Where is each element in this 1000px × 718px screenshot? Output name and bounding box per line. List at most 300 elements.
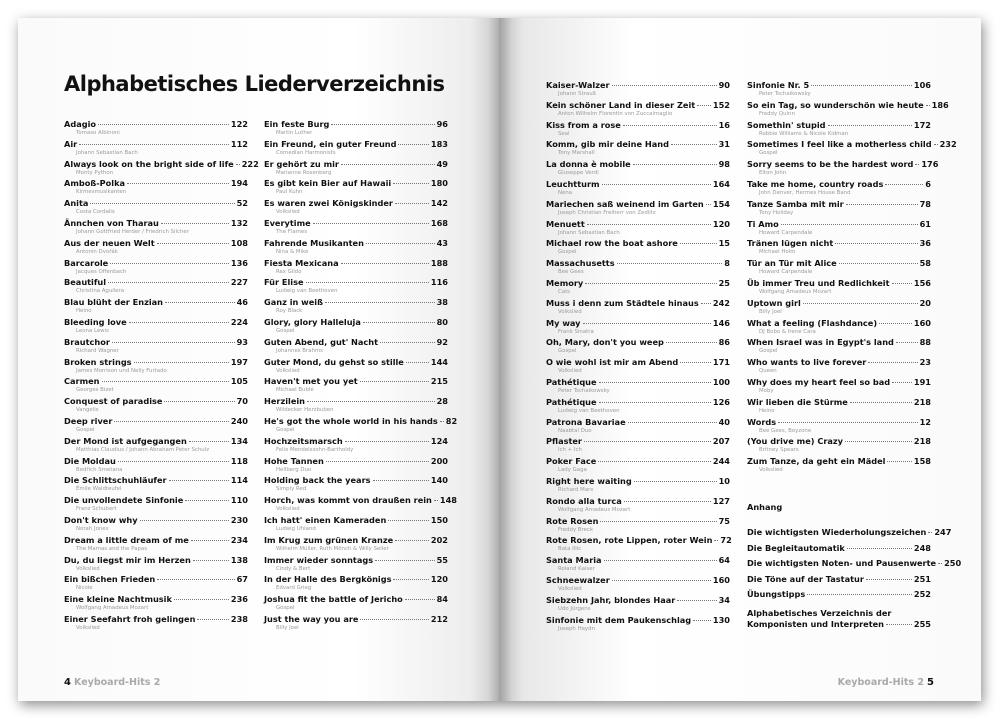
song-title: Why does my heart feel so bad xyxy=(747,376,891,387)
index-entry[interactable] xyxy=(264,614,448,634)
song-title: Kein schöner Land in dieser Zeit xyxy=(546,99,696,110)
index-entry[interactable] xyxy=(264,555,448,575)
page-number: 120 xyxy=(430,574,448,585)
leader-dots xyxy=(845,441,912,442)
song-title: Oh, Mary, don't you weep xyxy=(546,337,664,348)
artist-name: Richard Marx xyxy=(558,486,594,493)
song-title: Who wants to live forever xyxy=(747,357,867,368)
artist-name: Freddy Quinn xyxy=(759,110,795,117)
index-entry[interactable] xyxy=(546,179,730,199)
artist-name: Antonín Dvořák xyxy=(76,248,118,255)
appendix-item-page: 248 xyxy=(913,542,931,553)
index-column-2 xyxy=(264,119,458,634)
index-entry[interactable] xyxy=(264,515,448,535)
index-entry[interactable] xyxy=(264,535,448,555)
entry-line xyxy=(546,139,730,150)
artist-name: Gospel xyxy=(759,150,778,157)
leader-dots xyxy=(110,263,229,264)
artist-name: Leona Lewis xyxy=(76,327,109,334)
page-number: 52 xyxy=(236,198,248,209)
artist-name: Heino xyxy=(759,407,775,414)
entry-line xyxy=(747,80,931,91)
left-footer xyxy=(64,677,160,688)
index-entry[interactable] xyxy=(264,415,458,436)
song-title: Adagio xyxy=(64,119,97,129)
leader-dots xyxy=(926,105,930,106)
index-entry[interactable] xyxy=(747,219,931,239)
page-number: 61 xyxy=(919,218,931,229)
index-entry[interactable] xyxy=(546,159,730,179)
page-number: 4 xyxy=(64,677,71,688)
song-title: Mariechen saß weinend im Garten xyxy=(546,198,704,209)
page-title: Alphabetisches Liederverzeichnis xyxy=(64,72,445,96)
entry-line xyxy=(64,574,248,585)
index-entry[interactable] xyxy=(64,594,248,614)
index-entry[interactable] xyxy=(64,317,248,337)
song-title: Hochzeitsmarsch xyxy=(264,435,343,446)
entry-line xyxy=(546,377,730,388)
leader-dots xyxy=(164,401,234,402)
leader-dots xyxy=(623,125,717,126)
page-number: 8 xyxy=(724,258,730,269)
entry-line xyxy=(747,159,939,170)
artist-name: Paul Kuhn xyxy=(276,189,303,196)
entry-line xyxy=(546,238,730,249)
index-entry[interactable] xyxy=(747,298,931,318)
artist-name: Franz Schubert xyxy=(76,506,117,513)
leader-dots xyxy=(189,441,229,442)
artist-name: Billy Joel xyxy=(759,308,782,315)
page-number: 171 xyxy=(712,357,730,368)
page-number: 31 xyxy=(718,139,730,150)
index-entry[interactable] xyxy=(747,139,957,159)
page-number: 84 xyxy=(436,594,448,605)
index-entry[interactable] xyxy=(747,238,931,258)
index-entry[interactable] xyxy=(264,119,448,139)
artist-name: Gospel xyxy=(759,348,778,355)
index-entry[interactable] xyxy=(747,278,931,298)
artist-name: Tony Holiday xyxy=(759,209,794,216)
entry-line xyxy=(264,456,448,467)
song-title: Horch, was kommt von draußen rein xyxy=(264,495,432,506)
index-entry[interactable] xyxy=(64,357,248,377)
index-entry[interactable] xyxy=(64,139,248,159)
index-entry[interactable] xyxy=(546,318,730,338)
appendix-item-page: 251 xyxy=(913,573,931,584)
index-entry[interactable] xyxy=(64,158,259,179)
appendix-item[interactable] xyxy=(747,543,931,559)
index-entry[interactable] xyxy=(546,397,730,417)
index-entry[interactable] xyxy=(546,337,730,357)
index-entry[interactable] xyxy=(64,218,248,238)
artist-name: Costa Cordalis xyxy=(76,209,115,216)
song-title: Kiss from a rose xyxy=(546,119,621,130)
song-title: Sorry seems to be the hardest word xyxy=(747,159,914,170)
entry-line xyxy=(546,595,730,606)
song-title: Ich hatt' einen Kameraden xyxy=(264,514,387,525)
appendix-item[interactable] xyxy=(747,574,931,590)
page-number: 110 xyxy=(230,495,248,506)
index-entry[interactable] xyxy=(747,357,931,377)
leader-dots xyxy=(331,124,434,125)
artist-name: Frank Sinatra xyxy=(558,328,594,335)
song-title: Immer wieder sonntags xyxy=(264,554,374,565)
leader-dots xyxy=(98,124,229,125)
index-entry[interactable] xyxy=(546,199,730,219)
entry-line xyxy=(546,436,730,447)
artist-name: Tony Marshall xyxy=(558,150,595,157)
leader-dots xyxy=(345,441,429,442)
page-number: 82 xyxy=(445,415,458,426)
song-title: Ännchen von Tharau xyxy=(64,217,159,228)
leader-dots xyxy=(677,600,716,601)
index-entry[interactable] xyxy=(546,555,730,575)
index-entry[interactable] xyxy=(64,396,248,416)
index-entry[interactable] xyxy=(546,496,730,516)
leader-dots xyxy=(701,303,711,304)
song-title: Joshua fit the battle of Jericho xyxy=(264,594,403,605)
artist-name: Giuseppe Verdi xyxy=(558,170,599,177)
index-entry[interactable] xyxy=(264,574,448,594)
index-entry[interactable] xyxy=(64,475,248,495)
page-number: 215 xyxy=(430,376,448,387)
index-entry[interactable] xyxy=(264,178,448,198)
song-title: Ein bißchen Frieden xyxy=(64,574,156,585)
index-entry[interactable] xyxy=(546,357,730,377)
leader-dots xyxy=(307,401,435,402)
song-title: Eine kleine Nachtmusik xyxy=(64,594,172,605)
leader-dots xyxy=(79,144,229,145)
index-entry[interactable] xyxy=(747,318,931,338)
index-entry[interactable] xyxy=(264,238,448,258)
leader-dots xyxy=(778,422,917,423)
index-entry[interactable] xyxy=(747,456,931,476)
page-number: 36 xyxy=(919,238,931,249)
index-entry[interactable] xyxy=(264,317,448,337)
leader-dots xyxy=(169,480,229,481)
entry-line xyxy=(264,238,448,249)
index-entry[interactable] xyxy=(546,615,730,635)
entry-line xyxy=(546,179,730,190)
song-title: My way xyxy=(546,317,581,328)
index-entry[interactable] xyxy=(747,417,931,437)
artist-name: Bee Gees, Boyzone xyxy=(759,427,812,434)
artist-name: Michael Holm xyxy=(759,249,796,256)
entry-line xyxy=(546,278,730,289)
entry-line xyxy=(264,178,448,189)
entry-line xyxy=(546,496,730,507)
entry-line xyxy=(64,238,248,249)
entry-line xyxy=(546,100,730,111)
index-entry[interactable] xyxy=(546,417,730,437)
leader-dots xyxy=(393,183,429,184)
artist-name: Gospel xyxy=(276,426,295,433)
page-number: 23 xyxy=(919,357,931,368)
artist-name: Wolfgang Amadeus Mozart xyxy=(76,605,149,612)
index-entry[interactable] xyxy=(747,179,931,199)
entry-line xyxy=(64,258,248,269)
index-entry[interactable] xyxy=(747,159,939,179)
leader-dots xyxy=(134,362,229,363)
index-entry[interactable] xyxy=(747,397,931,417)
index-entry[interactable] xyxy=(264,396,448,416)
artist-name: Volkslied xyxy=(558,308,582,315)
song-title: Massachusetts xyxy=(546,258,615,269)
song-title: Üb immer Treu und Redlichkeit xyxy=(747,277,890,288)
page-number: 67 xyxy=(236,574,248,585)
entry-line xyxy=(264,495,457,506)
index-entry[interactable] xyxy=(747,99,949,120)
index-entry[interactable] xyxy=(264,376,448,396)
index-entry[interactable] xyxy=(546,516,730,536)
song-title: Deep river xyxy=(64,415,113,426)
page-number: 130 xyxy=(712,614,730,625)
index-entry[interactable] xyxy=(747,80,931,100)
page-number: 25 xyxy=(718,277,730,288)
leader-dots xyxy=(803,303,918,304)
entry-line xyxy=(546,357,730,368)
artist-name: Hellberg Duo xyxy=(276,466,312,473)
leader-dots xyxy=(341,164,435,165)
index-entry[interactable] xyxy=(546,476,730,496)
appendix-item-title: Die wichtigsten Noten- und Pausenwerte xyxy=(747,558,937,569)
index-entry[interactable] xyxy=(64,297,248,317)
artist-name: Georges Bizet xyxy=(76,387,114,394)
index-entry[interactable] xyxy=(546,298,730,318)
song-title: Hohe Tannen xyxy=(264,455,324,466)
entry-line xyxy=(264,436,448,447)
index-entry[interactable] xyxy=(264,594,448,614)
index-entry[interactable] xyxy=(546,436,730,456)
page-number: 100 xyxy=(712,376,730,387)
page-number: 72 xyxy=(720,535,732,546)
entry-line xyxy=(546,120,730,131)
entry-line xyxy=(546,575,730,586)
entry-line xyxy=(64,555,248,566)
entry-line xyxy=(264,198,448,209)
leader-dots xyxy=(388,520,429,521)
index-entry[interactable] xyxy=(747,337,931,357)
index-entry[interactable] xyxy=(264,258,448,278)
book-spread xyxy=(18,18,981,701)
leader-dots xyxy=(604,560,717,561)
index-entry[interactable] xyxy=(546,575,730,595)
song-title: Sinfonie Nr. 5 xyxy=(747,80,810,90)
page-number: 191 xyxy=(913,376,931,387)
song-title: Fahrende Musikanten xyxy=(264,237,364,248)
leader-dots xyxy=(938,563,942,564)
entry-line xyxy=(264,159,448,170)
index-entry[interactable] xyxy=(264,139,448,159)
song-title: What a feeling (Flashdance) xyxy=(747,317,878,328)
index-entry[interactable] xyxy=(264,159,448,179)
song-title: Beautiful xyxy=(64,277,107,288)
leader-dots xyxy=(326,461,429,462)
entry-line xyxy=(747,318,931,329)
page-number: 127 xyxy=(712,495,730,506)
song-title: Haven't met you yet xyxy=(264,376,358,387)
page-number: 136 xyxy=(230,257,248,268)
song-title: Ein feste Burg xyxy=(264,119,330,129)
index-entry[interactable] xyxy=(64,376,248,396)
song-title: Just the way you are xyxy=(264,613,359,624)
entry-line xyxy=(747,436,931,447)
index-entry[interactable] xyxy=(546,80,730,100)
song-title: Wir lieben die Stürme xyxy=(747,396,848,407)
page-number: 105 xyxy=(230,376,248,387)
leader-dots xyxy=(587,224,711,225)
leader-dots xyxy=(313,223,429,224)
index-entry[interactable] xyxy=(546,100,730,120)
page-number: 6 xyxy=(925,178,931,189)
appendix-item[interactable] xyxy=(747,558,962,574)
index-entry[interactable] xyxy=(546,139,730,159)
appendix-item[interactable] xyxy=(747,527,952,543)
index-entry[interactable] xyxy=(546,238,730,258)
page-number: 108 xyxy=(230,237,248,248)
page-number: 158 xyxy=(913,456,931,467)
leader-dots xyxy=(174,599,229,600)
index-entry[interactable] xyxy=(264,277,448,297)
index-entry[interactable] xyxy=(747,199,931,219)
index-entry[interactable] xyxy=(64,555,248,575)
song-title: Patrona Bavariae xyxy=(546,416,626,427)
book-name: Keyboard-Hits 2 xyxy=(74,677,161,688)
leader-dots xyxy=(395,540,429,541)
index-entry[interactable] xyxy=(747,120,931,140)
index-entry[interactable] xyxy=(264,475,448,495)
entry-line xyxy=(264,555,448,566)
index-entry[interactable] xyxy=(264,198,448,218)
song-title: Sinfonie mit dem Paukenschlag xyxy=(546,614,692,625)
leader-dots xyxy=(90,203,234,204)
artist-name: Johann Strauß xyxy=(558,91,597,97)
artist-name: Norah Jones xyxy=(76,525,109,532)
index-entry[interactable] xyxy=(747,377,931,397)
artist-name: Volkslied xyxy=(759,467,783,474)
entry-line xyxy=(264,218,448,229)
leader-dots xyxy=(598,461,711,462)
page-number: 58 xyxy=(919,258,931,269)
index-entry[interactable] xyxy=(64,416,248,436)
page-number: 124 xyxy=(430,435,448,446)
leader-dots xyxy=(127,183,229,184)
artist-name: Joseph Christian Freiherr von Zedlitz xyxy=(558,209,656,216)
appendix-item[interactable] xyxy=(747,589,931,605)
leader-dots xyxy=(583,323,711,324)
index-entry[interactable] xyxy=(747,436,931,456)
leader-dots xyxy=(380,342,435,343)
page-number: 218 xyxy=(913,436,931,447)
artist-name: Billy Joel xyxy=(276,624,299,631)
index-entry[interactable] xyxy=(64,258,248,278)
index-entry[interactable] xyxy=(264,297,448,317)
page-number: 55 xyxy=(436,554,448,565)
leader-dots xyxy=(599,382,711,383)
entry-line xyxy=(264,119,448,130)
index-entry[interactable] xyxy=(64,495,248,515)
page-number: 34 xyxy=(718,594,730,605)
page-number: 49 xyxy=(436,158,448,169)
entry-line xyxy=(64,376,248,387)
index-entry[interactable] xyxy=(546,377,730,397)
leader-dots xyxy=(807,594,912,595)
index-entry[interactable] xyxy=(64,238,248,258)
entry-line xyxy=(546,258,730,269)
index-entry[interactable] xyxy=(64,515,248,535)
index-entry[interactable] xyxy=(64,436,248,456)
leader-dots xyxy=(835,243,917,244)
leader-dots xyxy=(118,461,229,462)
song-title: Pflaster xyxy=(546,436,582,447)
artist-name: Volkslied xyxy=(276,506,300,513)
index-entry[interactable] xyxy=(264,495,457,515)
page-number: 218 xyxy=(913,396,931,407)
page-number: 154 xyxy=(712,198,730,209)
index-entry[interactable] xyxy=(64,198,248,218)
index-entry[interactable] xyxy=(264,218,448,238)
page-number: 120 xyxy=(712,218,730,229)
artist-name: Howard Carpendale xyxy=(759,269,813,276)
page-number: 148 xyxy=(439,495,457,506)
leader-dots xyxy=(839,263,918,264)
appendix-item-title: Die Begleitautomatik xyxy=(747,542,845,553)
leader-dots xyxy=(373,480,429,481)
index-entry[interactable] xyxy=(546,120,730,140)
artist-name: Robbie Williams & Nicole Kidman xyxy=(759,130,849,137)
index-entry[interactable] xyxy=(264,337,448,357)
page-number: 134 xyxy=(230,435,248,446)
page-number: 194 xyxy=(230,178,248,189)
index-entry[interactable] xyxy=(747,258,931,278)
artist-name: Nina & Mike xyxy=(276,248,309,255)
leader-dots xyxy=(887,461,911,462)
index-entry[interactable] xyxy=(64,277,248,297)
entry-line xyxy=(64,456,248,467)
index-entry[interactable] xyxy=(64,337,248,357)
leader-dots xyxy=(398,144,428,145)
page-number: 236 xyxy=(230,594,248,605)
index-entry[interactable] xyxy=(546,595,730,615)
index-entry[interactable] xyxy=(64,119,248,139)
index-entry[interactable] xyxy=(546,219,730,239)
appendix-item[interactable] xyxy=(747,608,931,630)
song-title: Air xyxy=(64,138,78,149)
index-entry[interactable] xyxy=(546,258,730,278)
leader-dots xyxy=(811,85,912,86)
index-entry[interactable] xyxy=(546,535,730,555)
artist-name: Johann Gottfried Herder / Friedrich Silcher xyxy=(76,228,189,235)
page-number: 46 xyxy=(236,297,248,308)
index-entry[interactable] xyxy=(546,278,730,298)
index-entry[interactable] xyxy=(64,178,248,198)
song-title: Einer Seefahrt froh gelingen xyxy=(64,613,196,624)
index-entry[interactable] xyxy=(546,456,730,476)
index-entry[interactable] xyxy=(64,535,248,555)
index-entry[interactable] xyxy=(64,614,248,634)
entry-line xyxy=(747,258,931,269)
index-entry[interactable] xyxy=(264,436,448,456)
entry-line xyxy=(64,218,248,229)
index-entry[interactable] xyxy=(64,574,248,594)
artist-name: Vangelis xyxy=(76,407,99,414)
leader-dots xyxy=(612,580,711,581)
index-entry[interactable] xyxy=(264,456,448,476)
artist-name: Martin Luther xyxy=(276,130,313,136)
page-number: 64 xyxy=(718,555,730,566)
index-entry[interactable] xyxy=(64,456,248,476)
index-entry[interactable] xyxy=(264,357,448,377)
